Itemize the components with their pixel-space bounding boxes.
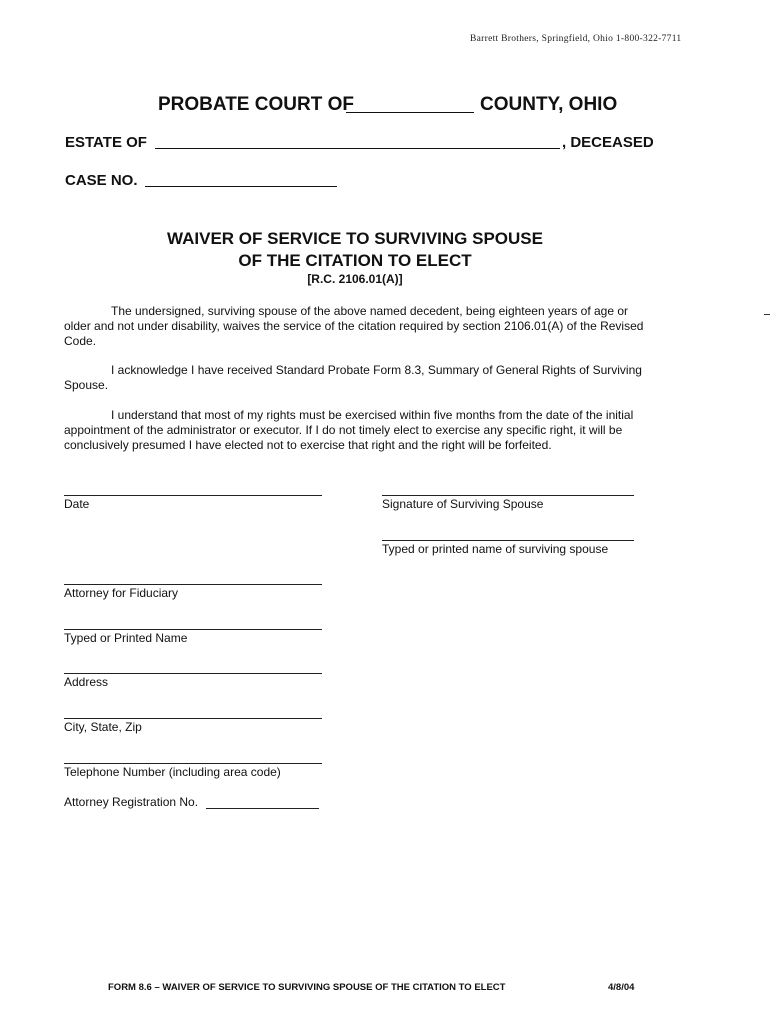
form-title [0,228,710,272]
spouse-signature-line[interactable] [382,495,634,496]
publisher-line: Barrett Brothers, Springfield, Ohio 1-800-322-7711 [470,34,682,44]
spouse-name-caption: Typed or printed name of surviving spouse [382,542,609,556]
address-line[interactable] [64,673,322,674]
case-number-label: CASE NO. [65,172,138,189]
form-title-line2: OF THE CITATION TO ELECT [238,251,472,270]
date-line[interactable] [64,495,322,496]
spouse-signature-caption: Signature of Surviving Spouse [382,497,544,511]
form-title-line1: WAIVER OF SERVICE TO SURVIVING SPOUSE [167,229,543,248]
city-state-zip-caption: City, State, Zip [64,720,142,734]
acknowledgement-paragraph: I acknowledge I have received Standard Probate Form 8.3, Summary of General Rights of Surviving Spouse. [64,363,642,392]
registration-line[interactable] [206,808,319,809]
deceased-label: , DECEASED [562,134,654,151]
form-citation: [R.C. 2106.01(A)] [307,272,403,286]
attorney-line[interactable] [64,584,322,585]
printed-name-caption: Typed or Printed Name [64,631,188,645]
waiver-paragraph: The undersigned, surviving spouse of the above named decedent, being eighteen years of age or older and not under disability, waives the service of the citation required by section 2106.01(A) of the Revised Code. [64,304,644,348]
printed-name-line[interactable] [64,629,322,630]
date-caption: Date [64,497,90,511]
address-caption: Address [64,675,109,689]
telephone-line[interactable] [64,763,322,764]
telephone-caption: Telephone Number (including area code) [64,765,281,779]
estate-label: ESTATE OF [65,134,147,151]
case-number-blank[interactable] [145,186,337,187]
rights-paragraph: I understand that most of my rights must be exercised within five months from the date of the initial appointment of the administrator or executor. If I do not timely elect to exercise any specific right, it will be conclusively presumed I have elected not to exercise that right and the right will be forfeited. [64,408,634,452]
court-title: PROBATE COURT OF [158,94,354,115]
registration-caption: Attorney Registration No. [64,795,199,809]
attorney-caption: Attorney for Fiduciary [64,586,179,600]
county-blank[interactable] [346,112,474,113]
footer-date: 4/8/04 [608,982,635,993]
estate-name-blank[interactable] [155,148,560,149]
city-state-zip-line[interactable] [64,718,322,719]
scan-edge-mark [764,314,770,315]
court-county: COUNTY, OHIO [480,94,618,115]
footer-form-title: FORM 8.6 – WAIVER OF SERVICE TO SURVIVING SPOUSE OF THE CITATION TO ELECT [108,982,506,993]
spouse-name-line[interactable] [382,540,634,541]
